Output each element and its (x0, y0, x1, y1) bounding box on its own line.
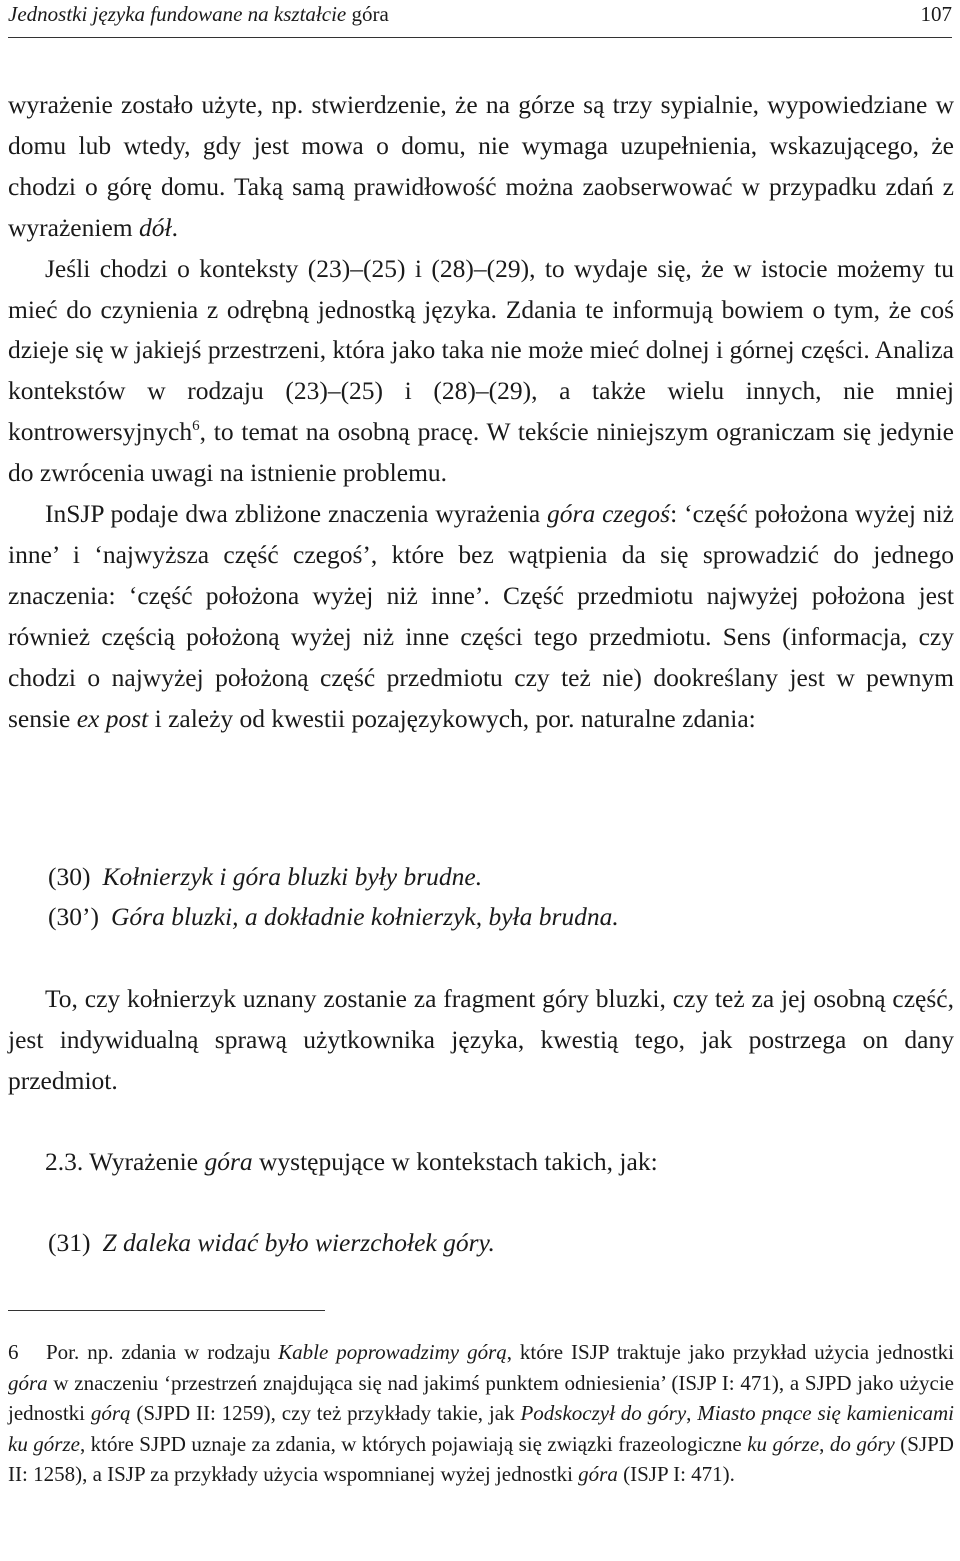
footnote-italic: do góry (829, 1431, 895, 1456)
paragraph-3-italic-1: góra czegoś (547, 499, 671, 529)
paragraph-3-text-2: : ‘część położona wyżej niż inne’ i ‘najwyższa część czegoś’, które bez wątpienia da się sprowadzić do jednego znaczenia: ‘część położona wyżej niż inne’. Część przedmiotu najwyżej położona jest również częścią położoną wyżej niż inne części tego przedmiotu. Sens (informacja, czy chodzi o najwyżej położoną część przedmiotu czy też nie) dookreślany jest w pewnym sensie (8, 499, 954, 733)
running-title-italic: Jednostki języka fundowane na kształcie (8, 2, 347, 26)
footnote-italic: góra (578, 1462, 618, 1487)
footnote-text: (ISJP I: 471). (617, 1462, 735, 1487)
footnote-italic: górą (90, 1401, 131, 1426)
example-sentence: Z daleka widać było wierzchołek góry. (102, 1228, 495, 1257)
paragraph-1-end: . (171, 212, 178, 242)
footnote-italic: Podskoczył do góry (520, 1401, 687, 1426)
section-italic: góra (204, 1147, 253, 1176)
paragraph-3-text: InSJP podaje dwa zbliżone znaczenia wyrażenia (45, 499, 548, 529)
paragraph-3-end: i zależy od kwestii pozajęzykowych, por. naturalne zdania: (148, 703, 756, 733)
example-number: (30’) (48, 902, 99, 931)
footnote-text: , które SJPD uznaje za zdania, w których pojawiają się związki frazeologiczne (79, 1431, 748, 1456)
footnote-reference: 6 (192, 418, 200, 435)
paragraph-3 (8, 494, 954, 739)
footnote-text: , (686, 1401, 698, 1426)
page-number: 107 (920, 2, 952, 26)
footnote-text: Por. np. zdania w rodzaju (46, 1340, 279, 1364)
paragraph-3-italic-2: ex post (76, 703, 149, 733)
paragraph-2-text: Jeśli chodzi o konteksty (23)–(25) i (28)–(29), to wydaje się, że w istocie możemy tu mieć do czynienia z odrębną jednostką języka. Zdania te informują bowiem o tym, że coś dzieje się w jakiejś przestrzeni, która jako taka nie może mieć dolnej i górnej części. Analiza kontekstów w rodzaju (23)–(25) i (28)–(29), a także wielu innych, nie mniej kontrowersyjnych (8, 253, 954, 447)
footnote-italic: ku górze (747, 1431, 820, 1456)
footnote-text: (SJPD II: 1259), czy też przykłady takie, jak (130, 1401, 521, 1426)
footnote-italic: Miasto pnące się kamienicami ku górze (8, 1401, 954, 1456)
example-30-prime (48, 902, 619, 932)
running-title-tail: góra (351, 2, 389, 26)
section-number: 2.3. (45, 1147, 84, 1176)
example-number: (31) (48, 1228, 91, 1257)
footnote-italic: Kable poprowadzimy górą (278, 1340, 507, 1364)
main-text-lower (8, 979, 954, 1102)
footnote-italic: góra (8, 1370, 48, 1395)
running-head (8, 0, 952, 28)
paragraph-1 (8, 85, 954, 249)
section-text-end: występujące w kontekstach takich, jak: (252, 1147, 658, 1176)
paragraph-2-end: , to temat na osobną pracę. W tekście niniejszym ograniczam się jedynie do zwrócenia uwagi na istnienie problemu. (8, 417, 954, 488)
example-sentence: Kołnierzyk i góra bluzki były brudne. (102, 862, 483, 891)
section-2-3 (8, 1142, 954, 1183)
example-30 (48, 862, 482, 892)
header-rule (8, 37, 952, 38)
main-text-upper (8, 85, 954, 740)
section-text: Wyrażenie (83, 1147, 205, 1176)
paragraph-2 (8, 249, 954, 494)
footnote-6 (8, 1337, 954, 1490)
example-sentence: Góra bluzki, a dokładnie kołnierzyk, była brudna. (110, 902, 619, 931)
footnote-text: (SJPD II: 1258), a ISJP za przykłady użycia wspomnianej wyżej jednostki (8, 1431, 954, 1487)
paragraph-1-italic: dół (138, 212, 172, 242)
section-heading-line (8, 1142, 954, 1183)
footnote-text: , (819, 1431, 830, 1456)
footnote-mark: 6 (8, 1340, 19, 1364)
footnote-rule (8, 1310, 325, 1311)
paragraph-1-text: wyrażenie zostało użyte, np. stwierdzenie, że na górze są trzy sypialnie, wypowiedziane w domu lub wtedy, gdy jest mowa o domu, nie wymaga uzupełnienia, wskazującego, że chodzi o górę domu. Taką samą prawidłowość można zaobserwować w przypadku zdań z wyrażeniem (8, 90, 954, 242)
footnote-text: , które ISJP traktuje jako przykład użycia jednostki (506, 1340, 955, 1364)
footnote-text: w znaczeniu ‘przestrzeń znajdująca się nad jakimś punktem odniesienia’ (ISJP I: 471), a SJPD jako użycie jednostki (8, 1370, 954, 1426)
example-31 (48, 1228, 495, 1258)
paragraph-4: To, czy kołnierzyk uznany zostanie za fragment góry bluzki, czy też za jej osobną część, jest indywidualną sprawą użytkownika języka, kwestią tego, jak postrzega on dany przedmiot. (8, 984, 954, 1095)
running-title (8, 0, 389, 28)
example-number: (30) (48, 862, 91, 891)
